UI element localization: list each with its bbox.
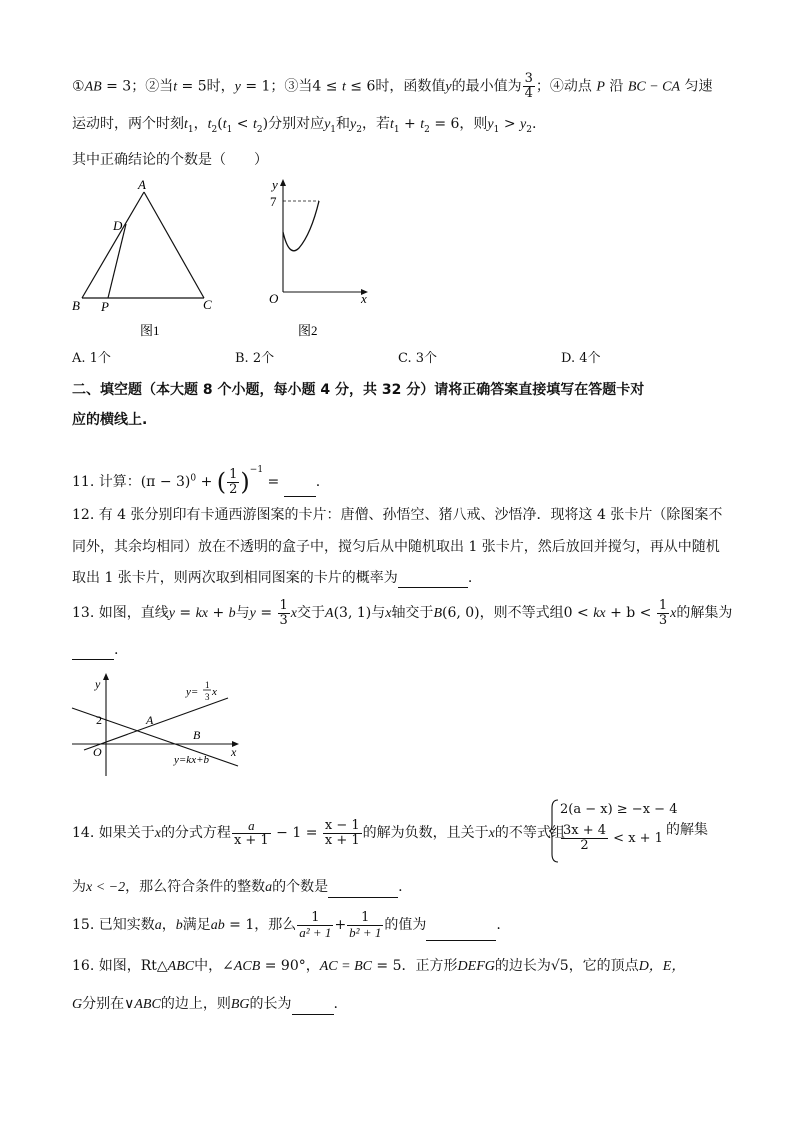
side-ac <box>144 192 204 298</box>
q14-line1: 14. 如果关于x的分式方程 $\frac{a}{x + 1}$ − 1 = $\frac{x - 1}{x + 1}$ 的解为负数，且关于x的不等式组 <box>72 817 565 848</box>
label-c: C <box>203 297 212 312</box>
label-7: 7 <box>270 194 277 209</box>
label-x: x <box>361 291 367 306</box>
q10-question: 其中正确结论的个数是（ ） <box>72 152 268 168</box>
system-ineq1: 2(a − x) ≥ −x − 4 <box>560 802 678 817</box>
label-y: y <box>95 677 101 691</box>
label-2: 2 <box>96 713 102 727</box>
q14-line2: 为x < −2，那么符合条件的整数a的个数是 . <box>72 877 403 898</box>
section2-heading-line1: 二、填空题（本大题 8 个小题，每小题 4 分，共 32 分）请将正确答案直接填写在答题卡对 <box>72 382 645 398</box>
label-frac-num: 1 <box>205 680 210 690</box>
q10-line2: 运动时，两个时刻$t_1$，$t_2(t_1 < t_2)$分别对应$y_1$和$y_2$，若$t_1 + t_2 = 6$，则$y_1 > y_2$. <box>72 116 537 135</box>
label-d: D <box>113 218 123 233</box>
label-y-eq: y= <box>186 686 199 698</box>
label-o: O <box>269 291 279 306</box>
answer-blank[interactable] <box>72 645 114 660</box>
option-d: D. 4个 <box>561 351 601 366</box>
y-arrow-icon <box>103 673 109 680</box>
label-line2: y=kx+b <box>174 754 209 766</box>
q13-figure <box>68 668 248 783</box>
answer-blank[interactable] <box>398 573 468 588</box>
fraction-3-4: $\frac{3}{4}$ <box>524 71 533 101</box>
label-b: B <box>72 298 80 313</box>
q14-line1-end: 的解集 <box>666 822 708 838</box>
system-ineq2: $\frac{3x + 4}{2}$ < x + 1 <box>563 823 663 853</box>
q11: 11. 计算：$(\pi - 3)^0$ + ( $\frac{1}{2}$ )$^{-1}$ = . <box>72 465 321 497</box>
label-x: x <box>231 745 237 759</box>
caption-fig1: 图1 <box>140 323 160 338</box>
label-y: y <box>272 177 278 192</box>
option-a: A. 1个 <box>72 351 111 366</box>
option-c: C. 3个 <box>398 351 438 366</box>
label-a: A <box>146 713 154 727</box>
segment-dp <box>108 224 126 298</box>
caption-fig2: 图2 <box>298 323 318 338</box>
answer-blank[interactable] <box>328 883 398 898</box>
system-brace <box>548 798 560 864</box>
label-frac-den: 3 <box>205 692 210 702</box>
q16-line1: 16. 如图，Rt△ABC中，∠ACB = 90°，AC = BC = 5．正方形DEFG的边长为√5，它的顶点D，E， <box>72 958 686 974</box>
q12-line3: 取出 1 张卡片，则两次取到相同图案的卡片的概率为 . <box>72 570 473 586</box>
label-b: B <box>193 728 201 742</box>
label-a: A <box>138 177 146 192</box>
figure-2-graph <box>255 172 385 342</box>
figure-1-triangle <box>70 172 230 342</box>
answer-blank[interactable] <box>284 482 316 497</box>
q15: 15. 已知实数a，b满足ab = 1，那么 $\frac{1}{\text{a² + 1}}$ + $\frac{1}{\text{b² + 1}}$ 的值为 . <box>72 909 501 940</box>
q13-line1: 13. 如图，直线y = kx + b与y = $\frac{1}{3}$ x交于A(3, 1)与x轴交于B(6, 0)，则不等式组0 < kx + b < $\frac{1}{3}$ x的解集为 <box>72 597 733 628</box>
section2-heading-line2: 应的横线上. <box>72 412 148 428</box>
q12-line1: 12. 有 4 张分别印有卡通西游图案的卡片：唐僧、孙悟空、猪八戒、沙悟净．现将这 4 张卡片（除图案不 <box>72 507 723 523</box>
side-ab <box>82 192 144 298</box>
q16-line2: G分别在∨ABC的边上，则BG的长为 . <box>72 994 338 1015</box>
q10-line1: ①AB = 3；②当t = 5时，y = 1；③当4 ≤ t ≤ 6时，函数值y的最小值为 $\frac{3}{4}$ ；④动点 P 沿 BC − CA 匀速 <box>72 71 713 101</box>
label-o: O <box>93 745 102 759</box>
label-x-var: x <box>212 686 217 698</box>
answer-blank[interactable] <box>426 926 496 941</box>
y-arrow-icon <box>280 179 286 186</box>
q12-line2: 同外，其余均相同）放在不透明的盒子中，搅匀后从中随机取出 1 张卡片，然后放回并搅匀，再从中随机 <box>72 539 720 555</box>
q13-line2: . <box>72 640 118 660</box>
answer-blank[interactable] <box>292 1000 334 1015</box>
curve <box>283 201 319 251</box>
option-b: B. 2个 <box>235 351 275 366</box>
label-p: P <box>101 299 109 314</box>
